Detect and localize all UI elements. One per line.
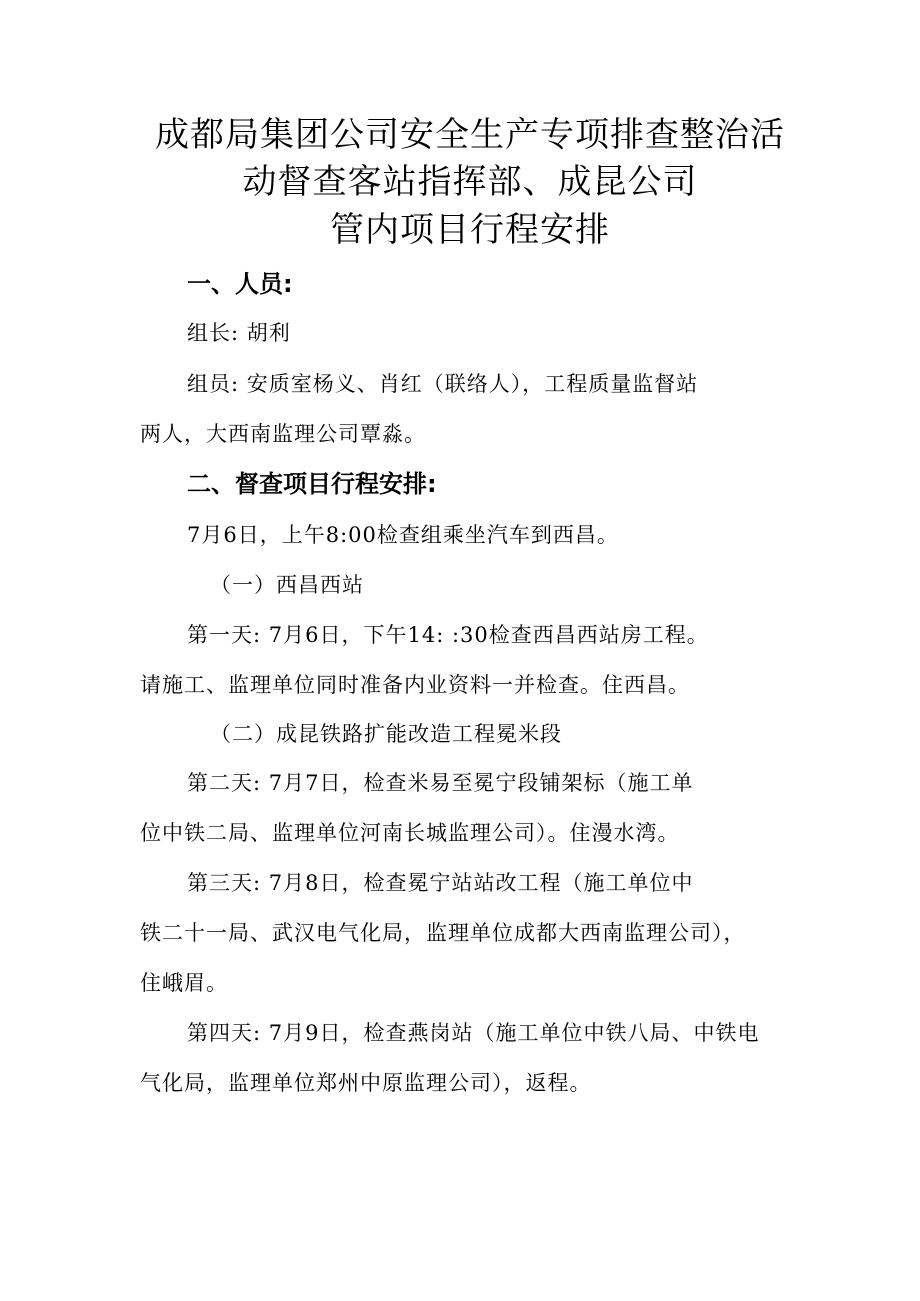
schedule-intro: 7月6日，上午8:00检查组乘坐汽车到西昌。 xyxy=(187,523,619,547)
day-3-line-1: 第三天: 7月8日，检查冕宁站站改工程（施工单位中 xyxy=(187,871,694,895)
document-title-line-1: 成都局集团公司安全生产专项排查整治活 xyxy=(155,115,785,155)
day-1-line-2: 请施工、监理单位同时准备内业资料一并检查。住西昌。 xyxy=(140,673,690,697)
day-2-line-1: 第二天: 7月7日，检查米易至冕宁段铺架标（施工单 xyxy=(187,771,694,795)
day-4-line-2: 气化局，监理单位郑州中原监理公司），返程。 xyxy=(140,1071,592,1095)
personnel-heading: 一、人员: xyxy=(187,270,293,298)
day-2-line-2: 位中铁二局、监理单位河南长城监理公司）。住漫水湾。 xyxy=(140,821,680,845)
day-3-line-3: 住峨眉。 xyxy=(140,971,228,995)
leader-line: 组长: 胡利 xyxy=(187,321,291,345)
members-line-2: 两人，大西南监理公司覃淼。 xyxy=(140,422,426,446)
day-3-line-2: 铁二十一局、武汉电气化局，监理单位成都大西南监理公司）， xyxy=(140,921,746,945)
document-title-line-3: 管内项目行程安排 xyxy=(330,210,610,250)
schedule-heading: 二、督查项目行程安排: xyxy=(187,470,437,498)
subsection-1-title: （一）西昌西站 xyxy=(210,573,364,597)
members-line-1: 组员: 安质室杨义、肖红（联络人），工程质量监督站 xyxy=(187,372,699,396)
day-4-line-1: 第四天: 7月9日，检查燕岗站（施工单位中铁八局、中铁电 xyxy=(187,1021,760,1045)
day-1-line-1: 第一天: 7月6日，下午14: :30检查西昌西站房工程。 xyxy=(187,623,709,647)
subsection-2-title: （二）成昆铁路扩能改造工程冕米段 xyxy=(210,722,562,746)
document-title-line-2: 动督查客站指挥部、成昆公司 xyxy=(242,162,698,202)
